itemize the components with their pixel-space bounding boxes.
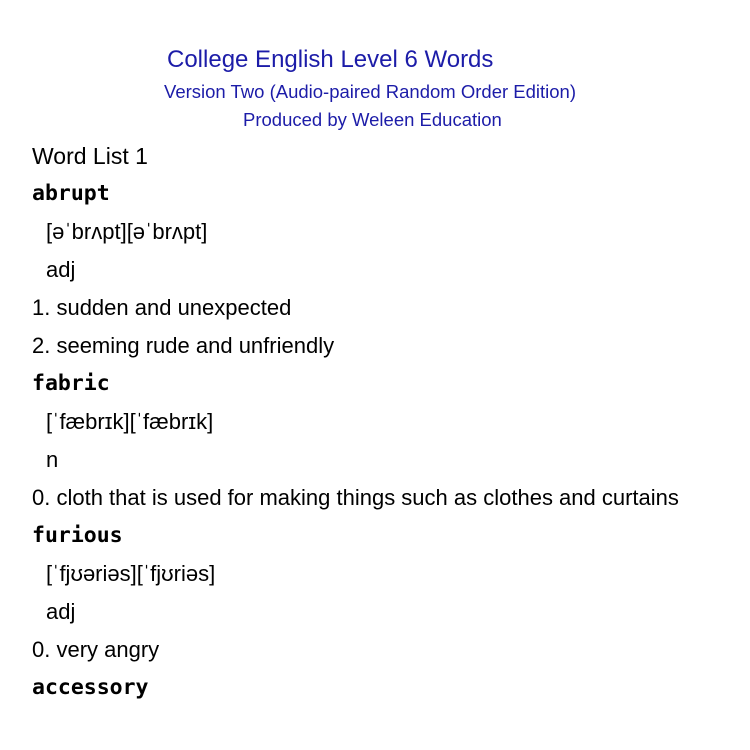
word-list-title: Word List 1 [32,143,148,169]
document-title: College English Level 6 Words [167,46,494,73]
entry-furious [32,517,722,669]
entry-word: accessory [32,675,149,700]
entry-part-of-speech: n [46,447,59,472]
document-producer: Produced by Weleen Education [243,109,502,130]
entry-definition: 0. very angry [32,637,160,662]
entry-fabric [32,365,722,517]
entry-definition: 2. seeming rude and unfriendly [32,333,335,358]
entry-phonetic: [əˈbrʌpt][əˈbrʌpt] [46,219,208,244]
word-list [32,137,722,707]
entry-word: abrupt [32,181,110,206]
entry-definition: 0. cloth that is used for making things such as clothes and curtains [32,485,679,510]
entry-abrupt [32,175,722,365]
entry-definition: 1. sudden and unexpected [32,295,292,320]
entry-phonetic: [ˈfæbrɪk][ˈfæbrɪk] [46,409,214,434]
entry-phonetic: [ˈfjʊəriəs][ˈfjʊriəs] [46,561,216,586]
entry-part-of-speech: adj [46,599,76,624]
entry-word: fabric [32,371,110,396]
entry-word: furious [32,523,123,548]
entry-accessory [32,669,722,707]
document-subtitle: Version Two (Audio-paired Random Order Edition) [164,81,577,102]
entry-part-of-speech: adj [46,257,76,282]
